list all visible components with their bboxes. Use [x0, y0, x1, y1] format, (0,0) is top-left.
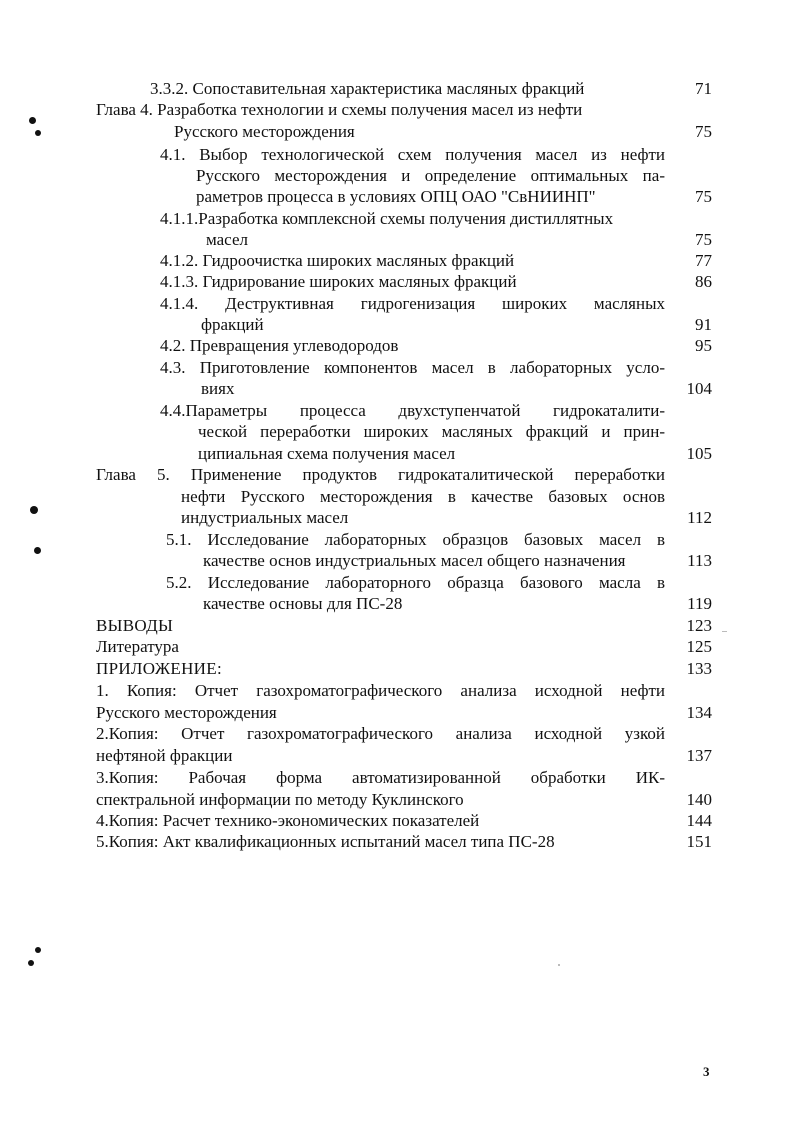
toc-entry-text: качестве основы для ПС-28: [203, 594, 403, 613]
toc-page-number: 91: [695, 315, 712, 334]
toc-entry-text: 4.4.Параметры процесса двухступенчатой гидрокаталити-: [160, 401, 665, 420]
toc-appendix-entry: 3.Копия: Рабочая форма автоматизированной обработки ИК-: [96, 768, 665, 787]
toc-entry-text: 4.2. Превращения углеводородов: [160, 336, 399, 355]
page-number: 3: [703, 1064, 710, 1079]
toc-page-number: 137: [686, 746, 712, 765]
toc-page-number: 75: [695, 230, 712, 249]
toc-entry-text: ческой переработки широких масляных фракций и прин-: [198, 422, 665, 441]
toc-page-number: 77: [695, 251, 712, 270]
toc-appendix-entry: 2.Копия: Отчет газохроматографического анализа исходной узкой: [96, 724, 665, 743]
toc-page-number: 112: [687, 508, 712, 527]
scan-speck: [34, 547, 41, 554]
toc-page-number: 133: [686, 659, 712, 678]
toc-page-number: 113: [687, 551, 712, 570]
toc-page-number: 86: [695, 272, 712, 291]
toc-page-number: 75: [695, 187, 712, 206]
toc-chapter-heading: Глава 5. Применение продуктов гидрокаталитической переработки: [96, 465, 665, 484]
toc-entry-text: качестве основ индустриальных масел общего назначения: [203, 551, 626, 570]
scan-mark: [558, 964, 560, 966]
toc-entry-text: 4.1.3. Гидрирование широких масляных фракций: [160, 272, 517, 291]
toc-section-heading: ПРИЛОЖЕНИЕ:: [96, 659, 222, 678]
toc-entry-text: 4.1. Выбор технологической схем получения масел из нефти: [160, 145, 665, 164]
toc-entry-text: 4.1.2. Гидроочистка широких масляных фракций: [160, 251, 515, 270]
toc-page-number: 144: [686, 811, 712, 830]
toc-appendix-entry: нефтяной фракции: [96, 746, 233, 765]
toc-entry-text: виях: [201, 379, 235, 398]
toc-chapter-heading: индустриальных масел: [181, 508, 349, 527]
scan-speck: [30, 506, 38, 514]
scan-speck: [35, 947, 41, 953]
toc-appendix-entry: спектральной информации по методу Куклинского: [96, 790, 464, 809]
toc-page-number: 105: [686, 444, 712, 463]
toc-entry-text: ципиальная схема получения масел: [198, 444, 456, 463]
toc-section-heading: ВЫВОДЫ: [96, 616, 174, 635]
toc-page-number: 140: [686, 790, 712, 809]
toc-entry-text: фракций: [201, 315, 264, 334]
toc-page-number: 71: [695, 79, 712, 98]
toc-appendix-entry: 4.Копия: Расчет технико-экономических показателей: [96, 811, 480, 830]
toc-entry-text: 5.2. Исследование лабораторного образца базового масла в: [166, 573, 665, 592]
toc-page-number: 119: [687, 594, 712, 613]
toc-page-number: 104: [686, 379, 712, 398]
toc-entry-text: 3.3.2. Сопоставительная характеристика масляных фракций: [150, 79, 585, 98]
scan-speck: [29, 117, 36, 124]
toc-page-number: 75: [695, 122, 712, 141]
scan-mark: [722, 631, 727, 632]
toc-entry-text: Русского месторождения и определение оптимальных па-: [196, 166, 665, 185]
toc-appendix-entry: 1. Копия: Отчет газохроматографического анализа исходной нефти: [96, 681, 665, 700]
toc-section-heading: Литература: [96, 637, 179, 656]
toc-page-number: 123: [686, 616, 712, 635]
toc-appendix-entry: 5.Копия: Акт квалификационных испытаний масел типа ПС-28: [96, 832, 555, 851]
scan-speck: [35, 130, 41, 136]
toc-page-number: 151: [686, 832, 712, 851]
toc-entry-text: масел: [206, 230, 248, 249]
toc-chapter-heading: Русского месторождения: [174, 122, 355, 141]
toc-appendix-entry: Русского месторождения: [96, 703, 277, 722]
scan-speck: [28, 960, 34, 966]
toc-page-number: 134: [686, 703, 712, 722]
toc-page-number: 125: [686, 637, 712, 656]
toc-entry-text: 4.1.4. Деструктивная гидрогенизация широких масляных: [160, 294, 665, 313]
toc-entry-text: 5.1. Исследование лабораторных образцов базовых масел в: [166, 530, 665, 549]
toc-entry-text: 4.1.1.Разработка комплексной схемы получения дистиллятных: [160, 209, 614, 228]
toc-chapter-heading: Глава 4. Разработка технологии и схемы получения масел из нефти: [96, 100, 583, 119]
toc-chapter-heading: нефти Русского месторождения в качестве базовых основ: [181, 487, 665, 506]
toc-entry-text: раметров процесса в условиях ОПЦ ОАО "СвНИИНП": [196, 187, 596, 206]
toc-entry-text: 4.3. Приготовление компонентов масел в лабораторных усло-: [160, 358, 665, 377]
toc-page-number: 95: [695, 336, 712, 355]
